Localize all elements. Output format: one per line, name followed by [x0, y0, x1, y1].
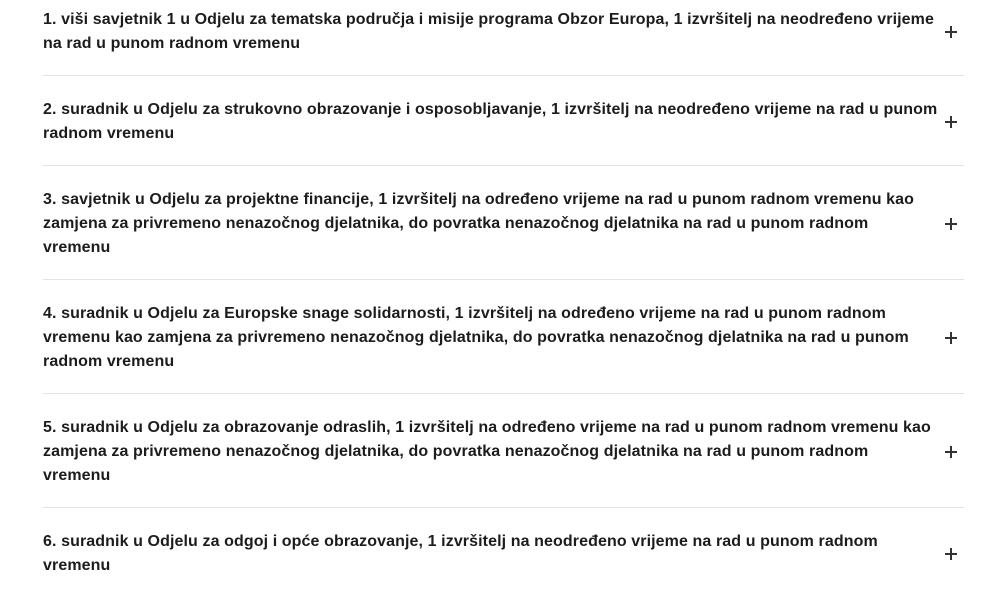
divider	[43, 279, 964, 280]
plus-icon[interactable]	[945, 445, 959, 459]
accordion-item-title: 6. suradnik u Odjelu za odgoj i opće obrazovanje, 1 izvršitelj na neodređeno vrijeme na rad u punom radnom vremenu	[43, 533, 878, 574]
divider	[43, 165, 964, 166]
accordion-item-title: 4. suradnik u Odjelu za Europske snage solidarnosti, 1 izvršitelj na određeno vrijeme na rad u punom radnom vremenu kao zamjena za privremeno nenazočnog djelatnika, do povratka nenazočnog djelatnika na rad u punom radnom vremenu	[43, 305, 909, 370]
plus-icon[interactable]	[945, 115, 959, 129]
divider	[43, 75, 964, 76]
divider	[43, 393, 964, 394]
accordion-item-3[interactable]	[43, 187, 964, 261]
accordion-item-1[interactable]	[43, 7, 964, 57]
plus-icon[interactable]	[945, 547, 959, 561]
accordion-item-5[interactable]	[43, 415, 964, 489]
accordion-item-title: 2. suradnik u Odjelu za strukovno obrazovanje i osposobljavanje, 1 izvršitelj na neodređeno vrijeme na rad u punom radnom vremenu	[43, 101, 938, 142]
accordion-item-title: 3. savjetnik u Odjelu za projektne financije, 1 izvršitelj na određeno vrijeme na rad u punom radnom vremenu kao zamjena za privremeno nenazočnog djelatnika, do povratka nenazočnog djelatnika na rad u punom radnom vremenu	[43, 191, 914, 256]
plus-icon[interactable]	[945, 331, 959, 345]
accordion-item-title: 1. viši savjetnik 1 u Odjelu za tematska područja i misije programa Obzor Europa, 1 izvršitelj na neodređeno vrijeme na rad u punom radnom vremenu	[43, 11, 935, 52]
plus-icon[interactable]	[945, 217, 959, 231]
accordion-item-title: 5. suradnik u Odjelu za obrazovanje odraslih, 1 izvršitelj na određeno vrijeme na rad u punom radnom vremenu kao zamjena za privremeno nenazočnog djelatnika, do povratka nenazočnog djelatnika na rad u punom radnom vremenu	[43, 419, 931, 484]
divider	[43, 507, 964, 508]
accordion-item-2[interactable]	[43, 97, 964, 147]
accordion-item-4[interactable]	[43, 301, 964, 375]
plus-icon[interactable]	[945, 25, 959, 39]
accordion-item-6[interactable]	[43, 529, 964, 579]
